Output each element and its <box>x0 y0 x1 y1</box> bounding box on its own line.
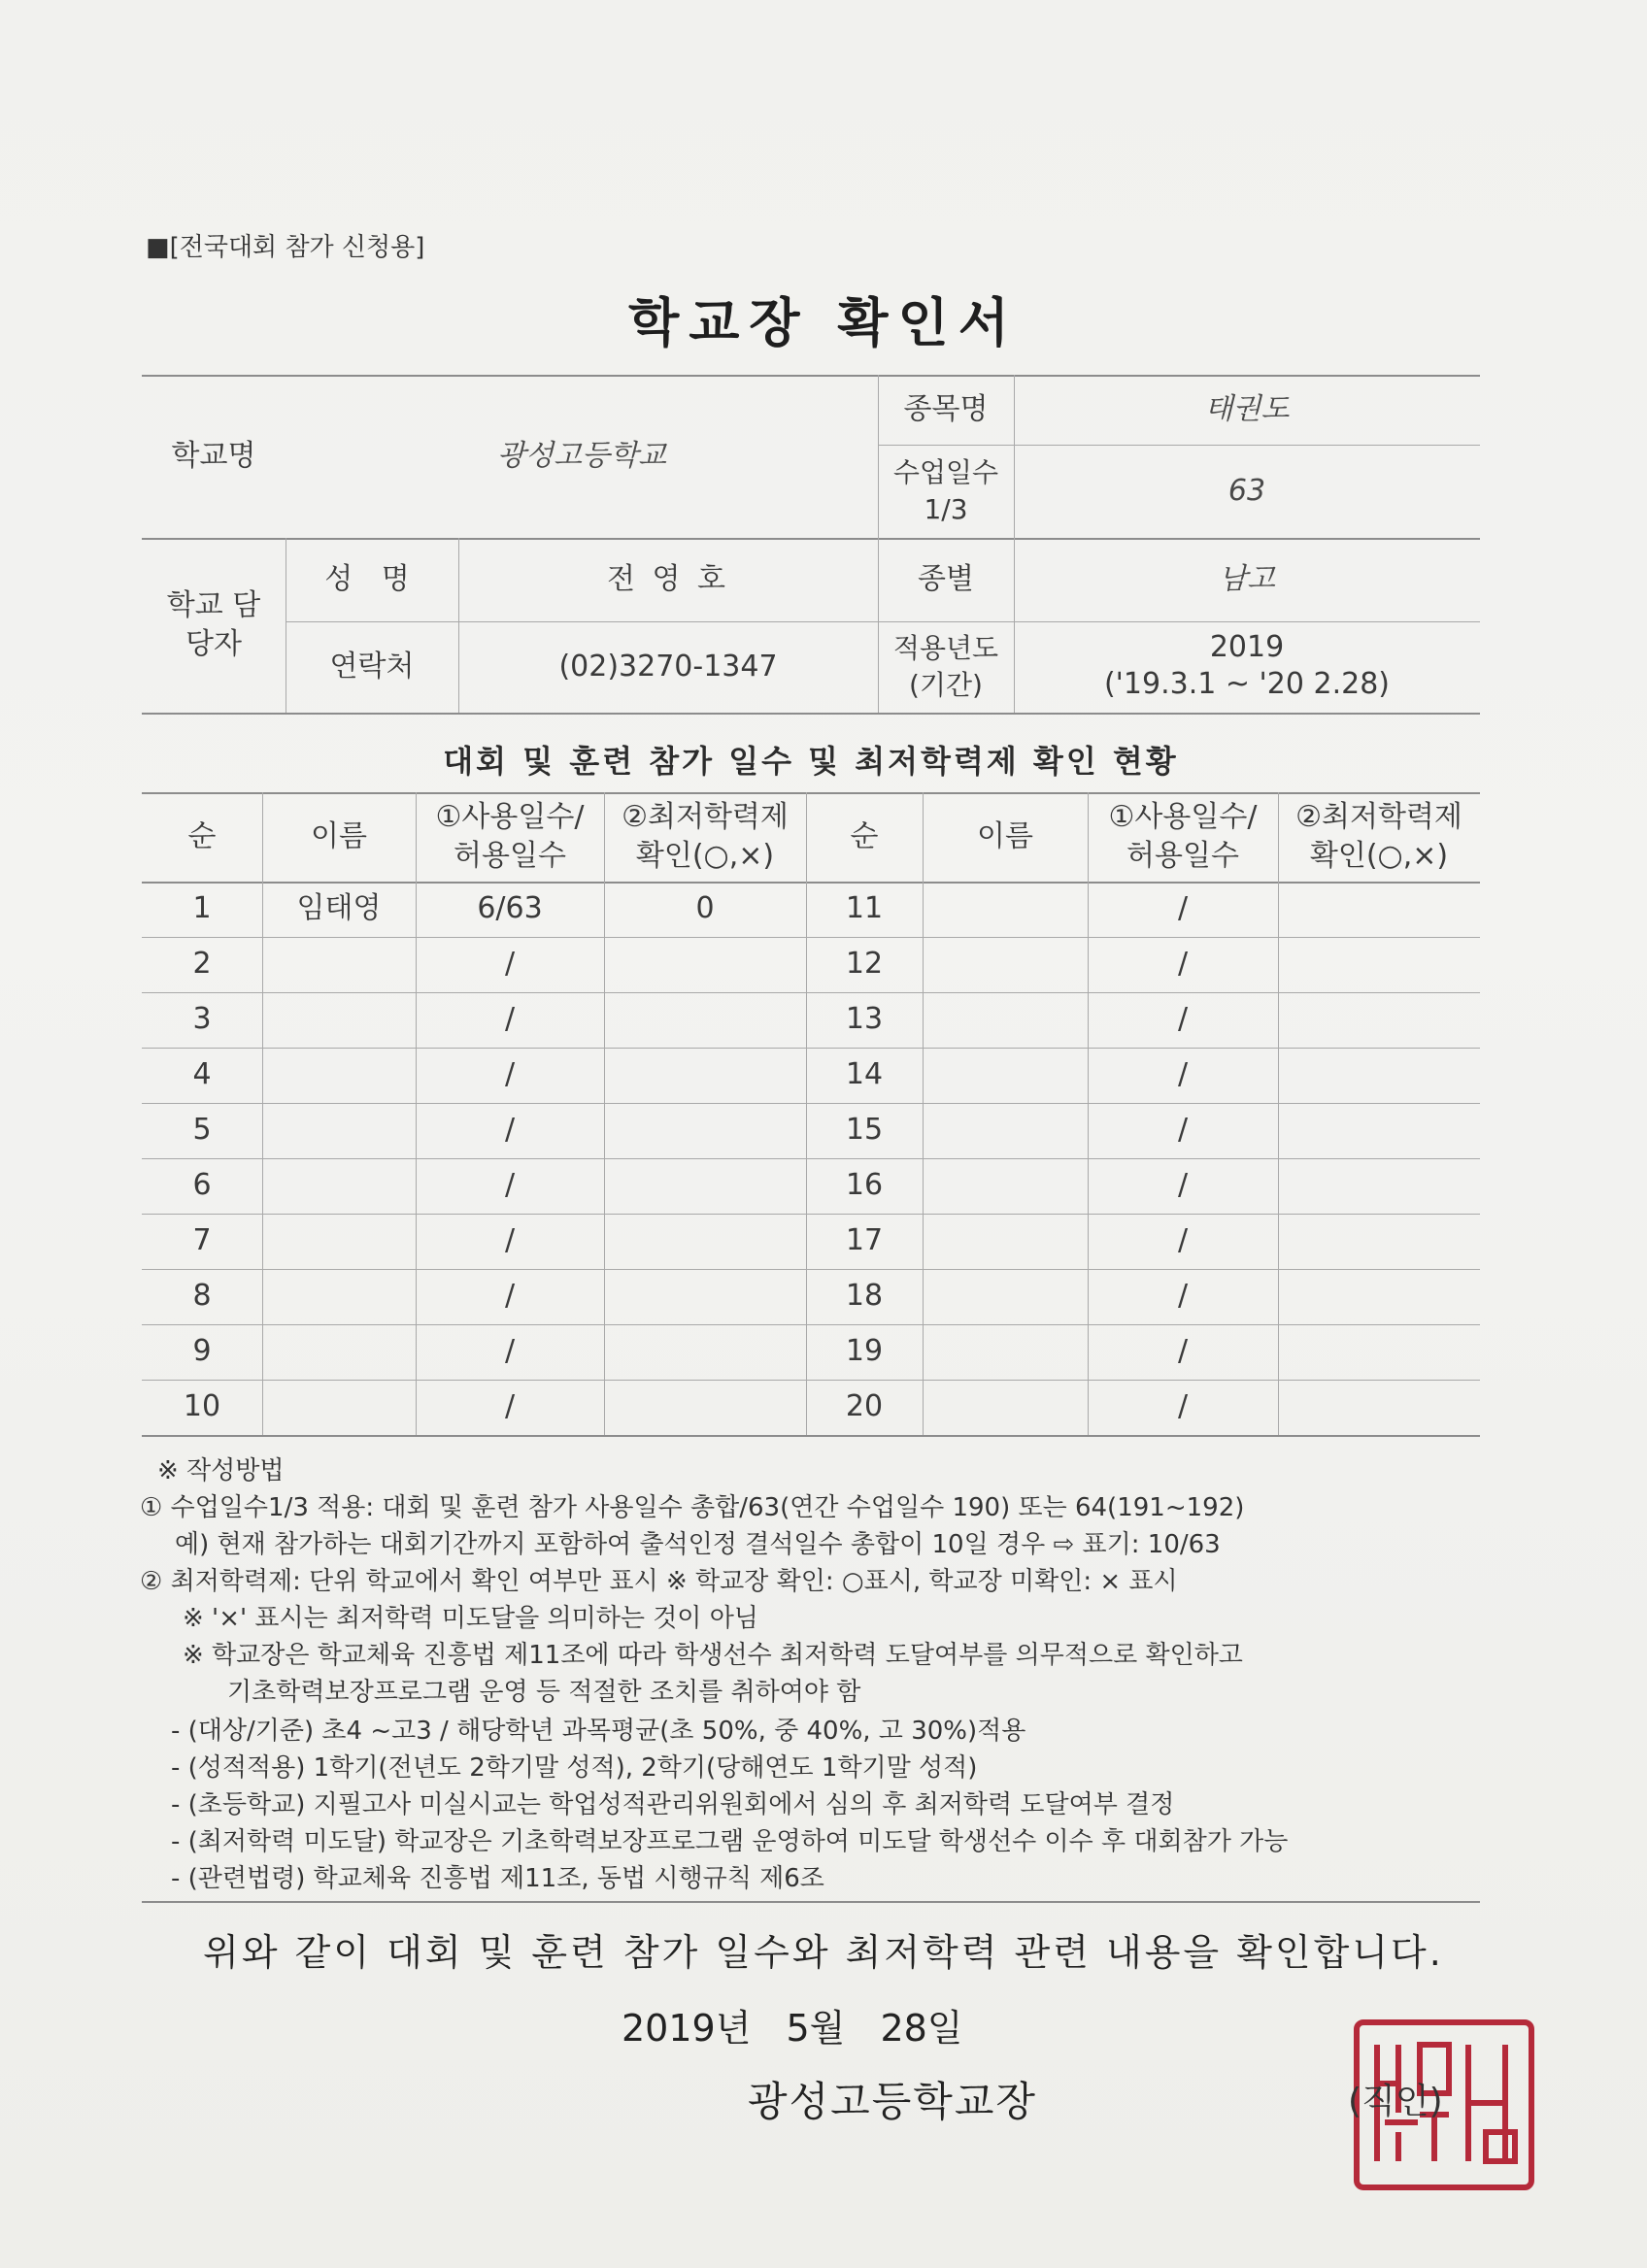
table-cell-check <box>604 1048 806 1103</box>
table-cell-check <box>604 937 806 992</box>
table-cell-no: 19 <box>845 1334 884 1369</box>
class-days-label: 수업일수 1/3 <box>892 456 999 525</box>
table-cell-days: / <box>1177 1113 1189 1148</box>
confirmation-text: 위와 같이 대회 및 훈련 참가 일수와 최저학력 관련 내용을 확인합니다. <box>203 1931 1444 1974</box>
table-cell-days: / <box>504 1334 516 1369</box>
school-name-label: 학교명 <box>171 438 256 473</box>
contact-name-label: 성 명 <box>324 561 420 596</box>
note-line: 기초학력보장프로그램 운영 등 적절한 조치를 취하여야 함 <box>227 1678 861 1707</box>
table-cell-name <box>262 1269 416 1324</box>
contact-name-value: 전 영 호 <box>606 561 729 596</box>
table-cell-check <box>1278 882 1480 937</box>
table-cell-no: 5 <box>192 1113 212 1148</box>
table-cell-days: / <box>504 1057 516 1092</box>
apply-year-label: 적용년도 (기간) <box>892 632 999 701</box>
status-section-title: 대회 및 훈련 참가 일수 및 최저학력제 확인 현황 <box>443 743 1179 780</box>
table-row-rule <box>142 1435 1480 1437</box>
table-cell-days: / <box>1177 1334 1189 1369</box>
table-cell-check <box>604 1324 806 1380</box>
table-cell-name <box>262 1380 416 1435</box>
table-cell-days: / <box>504 1002 516 1037</box>
apply-year-block <box>1014 629 1480 707</box>
table-cell-name <box>923 1324 1088 1380</box>
apply-year-value: 2019 <box>1209 630 1285 664</box>
note-line: ※ 학교장은 학교체육 진흥법 제11조에 따라 학생선수 최저학력 도달여부를 의무적으로 확인하고 <box>183 1641 1243 1670</box>
table-cell-name <box>923 937 1088 992</box>
table-header-check: ②최저학력제 확인(○,×) <box>622 799 789 873</box>
table-cell-check <box>604 1158 806 1214</box>
table-cell-no: 16 <box>845 1168 884 1203</box>
table-cell-name <box>923 882 1088 937</box>
table-cell-check <box>1278 1103 1480 1158</box>
table-cell-no: 3 <box>192 1002 212 1037</box>
gender-value: 남고 <box>1219 561 1275 596</box>
table-cell-no: 2 <box>192 947 212 982</box>
notes-heading: ※ 작성방법 <box>157 1456 285 1485</box>
table-cell-days: / <box>1177 947 1189 982</box>
table-cell-check <box>604 1269 806 1324</box>
table-cell-name <box>923 1103 1088 1158</box>
table-cell-name <box>262 1214 416 1269</box>
table-cell-name <box>923 1048 1088 1103</box>
note-line: - (관련법령) 학교체육 진흥법 제11조, 동법 시행규칙 제6조 <box>171 1864 824 1893</box>
table-cell-no: 6 <box>192 1168 212 1203</box>
table-cell-check <box>604 1380 806 1435</box>
table-cell-name <box>262 1324 416 1380</box>
class-days-value: 63 <box>1227 473 1266 508</box>
issue-date: 2019년 5월 28일 <box>622 2007 963 2050</box>
table-header-check: ②최저학력제 확인(○,×) <box>1295 799 1462 873</box>
table-cell-check <box>1278 1048 1480 1103</box>
seal-mark-label: (직인) <box>1348 2082 1443 2121</box>
table-cell-no: 13 <box>845 1002 884 1037</box>
table-cell-name <box>923 1214 1088 1269</box>
table-cell-no: 10 <box>183 1389 221 1424</box>
table-cell-days: / <box>504 1168 516 1203</box>
table-cell-check <box>1278 1380 1480 1435</box>
table-cell-no: 11 <box>845 891 884 926</box>
note-line: - (성적적용) 1학기(전년도 2학기말 성적), 2학기(당해연도 1학기말 성적) <box>171 1753 978 1783</box>
school-name-value: 광성고등학교 <box>497 438 666 473</box>
table-cell-check <box>604 992 806 1048</box>
table-cell-no: 9 <box>192 1334 212 1369</box>
note-line: ※ '×' 표시는 최저학력 미도달을 의미하는 것이 아님 <box>183 1604 758 1633</box>
table-cell-no: 20 <box>845 1389 884 1424</box>
table-cell-days: 6/63 <box>477 891 543 926</box>
table-cell-no: 15 <box>845 1113 884 1148</box>
contact-phone-label: 연락처 <box>329 649 415 684</box>
note-line: ② 최저학력제: 단위 학교에서 확인 여부만 표시 ※ 학교장 확인: ○표시, 학교장 미확인: × 표시 <box>140 1567 1178 1596</box>
table-cell-check <box>604 1103 806 1158</box>
table-cell-name <box>923 1269 1088 1324</box>
contact-group-label: 학교 담당자 <box>166 587 261 661</box>
table-cell-check <box>604 1214 806 1269</box>
table-cell-days: / <box>504 1113 516 1148</box>
table-cell-check <box>1278 937 1480 992</box>
table-cell-name <box>923 1158 1088 1214</box>
table-header-name: 이름 <box>311 818 367 853</box>
table-cell-name <box>262 937 416 992</box>
table-cell-name <box>262 992 416 1048</box>
table-cell-no: 4 <box>192 1057 212 1092</box>
note-line: - (최저학력 미도달) 학교장은 기초학력보장프로그램 운영하여 미도달 학생선수 이수 후 대회참가 가능 <box>171 1827 1289 1856</box>
table-cell-days: / <box>504 1279 516 1314</box>
table-cell-no: 17 <box>845 1223 884 1258</box>
table-header-days: ①사용일수/ 허용일수 <box>1108 799 1258 873</box>
table-cell-check <box>1278 1214 1480 1269</box>
contact-phone-value: (02)3270-1347 <box>558 649 778 684</box>
table-cell-name <box>923 1380 1088 1435</box>
table-cell-name <box>923 992 1088 1048</box>
table-cell-days: / <box>1177 1002 1189 1037</box>
table-cell-check <box>1278 1158 1480 1214</box>
table-cell-no: 14 <box>845 1057 884 1092</box>
note-line: 예) 현재 참가하는 대회기간까지 포함하여 출석인정 결석일수 총합이 10일 경우 ⇨ 표기: 10/63 <box>175 1530 1221 1559</box>
table-cell-days: / <box>1177 1168 1189 1203</box>
principal-signature-line: 광성고등학교장 <box>748 2078 1038 2125</box>
notes-divider <box>142 1901 1480 1903</box>
table-cell-check: 0 <box>695 891 715 926</box>
sport-label: 종목명 <box>903 391 989 426</box>
table-cell-name <box>262 1048 416 1103</box>
table-header-days: ①사용일수/ 허용일수 <box>435 799 585 873</box>
table-cell-name <box>262 1103 416 1158</box>
form-type-tag: ■[전국대회 참가 신청용] <box>146 233 425 262</box>
table-cell-days: / <box>1177 1057 1189 1092</box>
note-line: - (대상/기준) 초4 ~고3 / 해당학년 과목평균(초 50%, 중 40%, 고 30%)적용 <box>171 1717 1026 1746</box>
table-header-name: 이름 <box>977 818 1033 853</box>
table-header-no: 순 <box>187 818 217 853</box>
table-cell-name: 임태영 <box>296 891 382 926</box>
table-cell-no: 1 <box>192 891 212 926</box>
table-cell-days: / <box>1177 1223 1189 1258</box>
table-cell-days: / <box>504 1389 516 1424</box>
table-cell-days: / <box>1177 1279 1189 1314</box>
table-cell-days: / <box>504 947 516 982</box>
sport-value: 태권도 <box>1204 391 1290 426</box>
table-header-no: 순 <box>850 818 879 853</box>
table-cell-days: / <box>1177 891 1189 926</box>
table-cell-no: 12 <box>845 947 884 982</box>
gender-label: 종별 <box>918 561 974 596</box>
table-cell-check <box>1278 992 1480 1048</box>
table-cell-no: 8 <box>192 1279 212 1314</box>
note-line: - (초등학교) 지필고사 미실시교는 학업성적관리위원회에서 심의 후 최저학력 도달여부 결정 <box>171 1790 1175 1819</box>
table-cell-days: / <box>504 1223 516 1258</box>
apply-period-value: ('19.3.1 ~ '20 2.28) <box>1103 667 1391 701</box>
table-cell-no: 18 <box>845 1279 884 1314</box>
note-line: ① 수업일수1/3 적용: 대회 및 훈련 참가 사용일수 총합/63(연간 수업일수 190) 또는 64(191~192) <box>140 1493 1245 1522</box>
table-cell-check <box>1278 1324 1480 1380</box>
table-cell-name <box>262 1158 416 1214</box>
document-title: 학교장 확인서 <box>628 292 1019 353</box>
table-cell-check <box>1278 1269 1480 1324</box>
table-cell-days: / <box>1177 1389 1189 1424</box>
table-cell-no: 7 <box>192 1223 212 1258</box>
